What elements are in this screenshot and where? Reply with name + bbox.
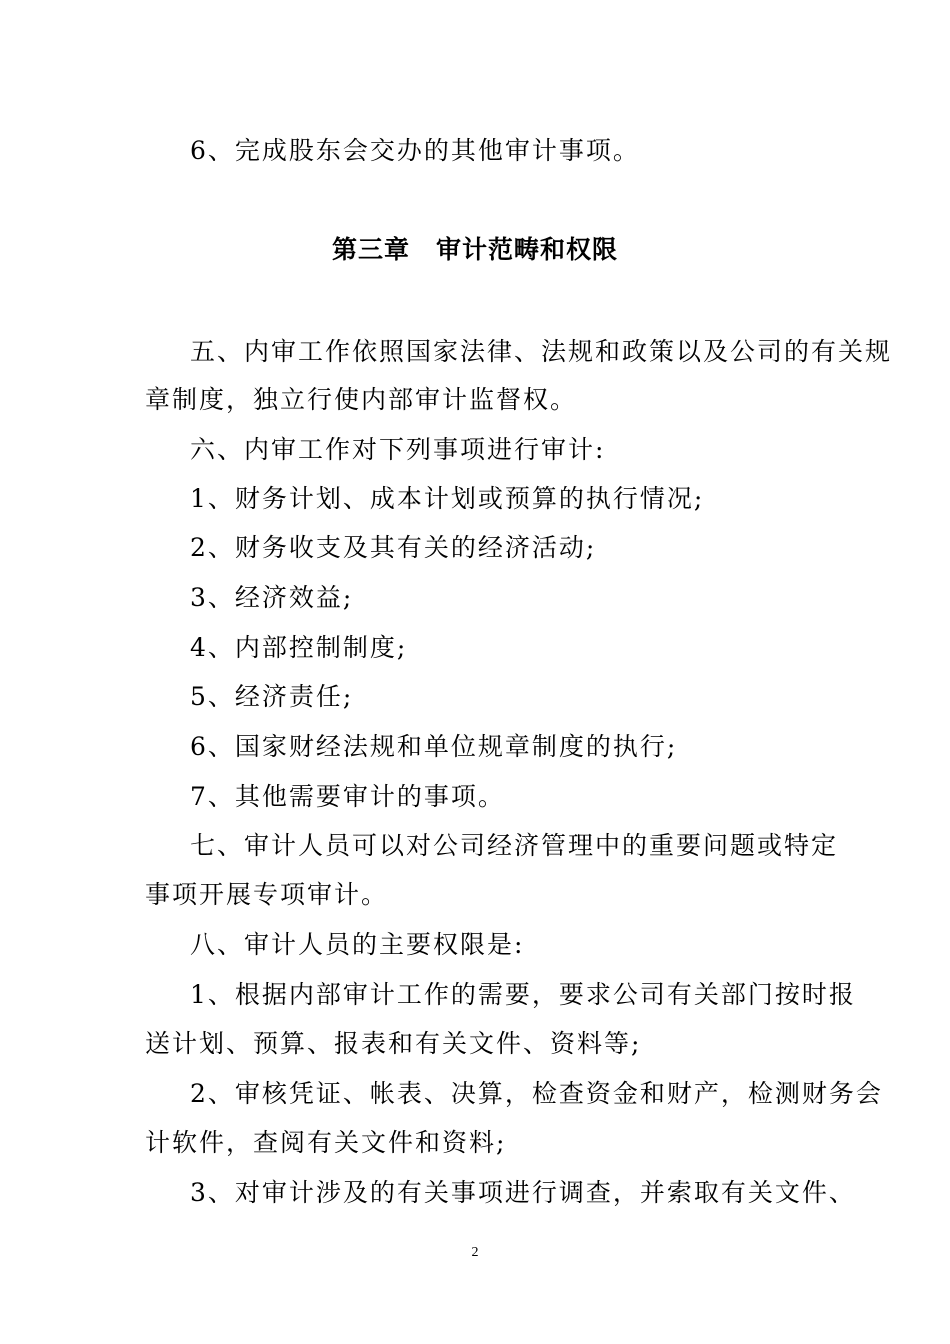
list-item-7: 7、其他需要审计的事项。 xyxy=(190,782,505,811)
chapter-heading: 第三章 审计范畴和权限 xyxy=(331,235,618,264)
authority-1-line-2: 送计划、预算、报表和有关文件、资料等; xyxy=(145,1029,642,1058)
list-item-3: 3、经济效益; xyxy=(190,583,354,612)
authority-2-line-1: 2、审核凭证、帐表、决算，检查资金和财产，检测财务会 xyxy=(190,1079,883,1108)
list-item-1: 1、财务计划、成本计划或预算的执行情况; xyxy=(190,484,705,513)
paragraph-6-intro: 六、内审工作对下列事项进行审计: xyxy=(190,435,606,464)
paragraph-5-line-2: 章制度，独立行使内部审计监督权。 xyxy=(145,385,578,414)
authority-3-line-1: 3、对审计涉及的有关事项进行调查，并索取有关文件、 xyxy=(190,1178,856,1207)
paragraph-7-line-2: 事项开展专项审计。 xyxy=(145,880,389,909)
list-item-6: 6、国家财经法规和单位规章制度的执行; xyxy=(190,732,678,761)
paragraph-8-intro: 八、审计人员的主要权限是: xyxy=(190,930,525,959)
list-item-4: 4、内部控制制度; xyxy=(190,633,408,662)
authority-2-line-2: 计软件，查阅有关文件和资料; xyxy=(145,1128,507,1157)
paragraph-7-line-1: 七、审计人员可以对公司经济管理中的重要问题或特定 xyxy=(190,831,839,860)
paragraph-5-line-1: 五、内审工作依照国家法律、法规和政策以及公司的有关规 xyxy=(190,337,893,366)
item-6-complete-shareholder-matters: 6、完成股东会交办的其他审计事项。 xyxy=(190,136,640,165)
list-item-5: 5、经济责任; xyxy=(190,682,354,711)
authority-1-line-1: 1、根据内部审计工作的需要，要求公司有关部门按时报 xyxy=(190,980,856,1009)
page-number: 2 xyxy=(471,1245,479,1260)
list-item-2: 2、财务收支及其有关的经济活动; xyxy=(190,533,597,562)
